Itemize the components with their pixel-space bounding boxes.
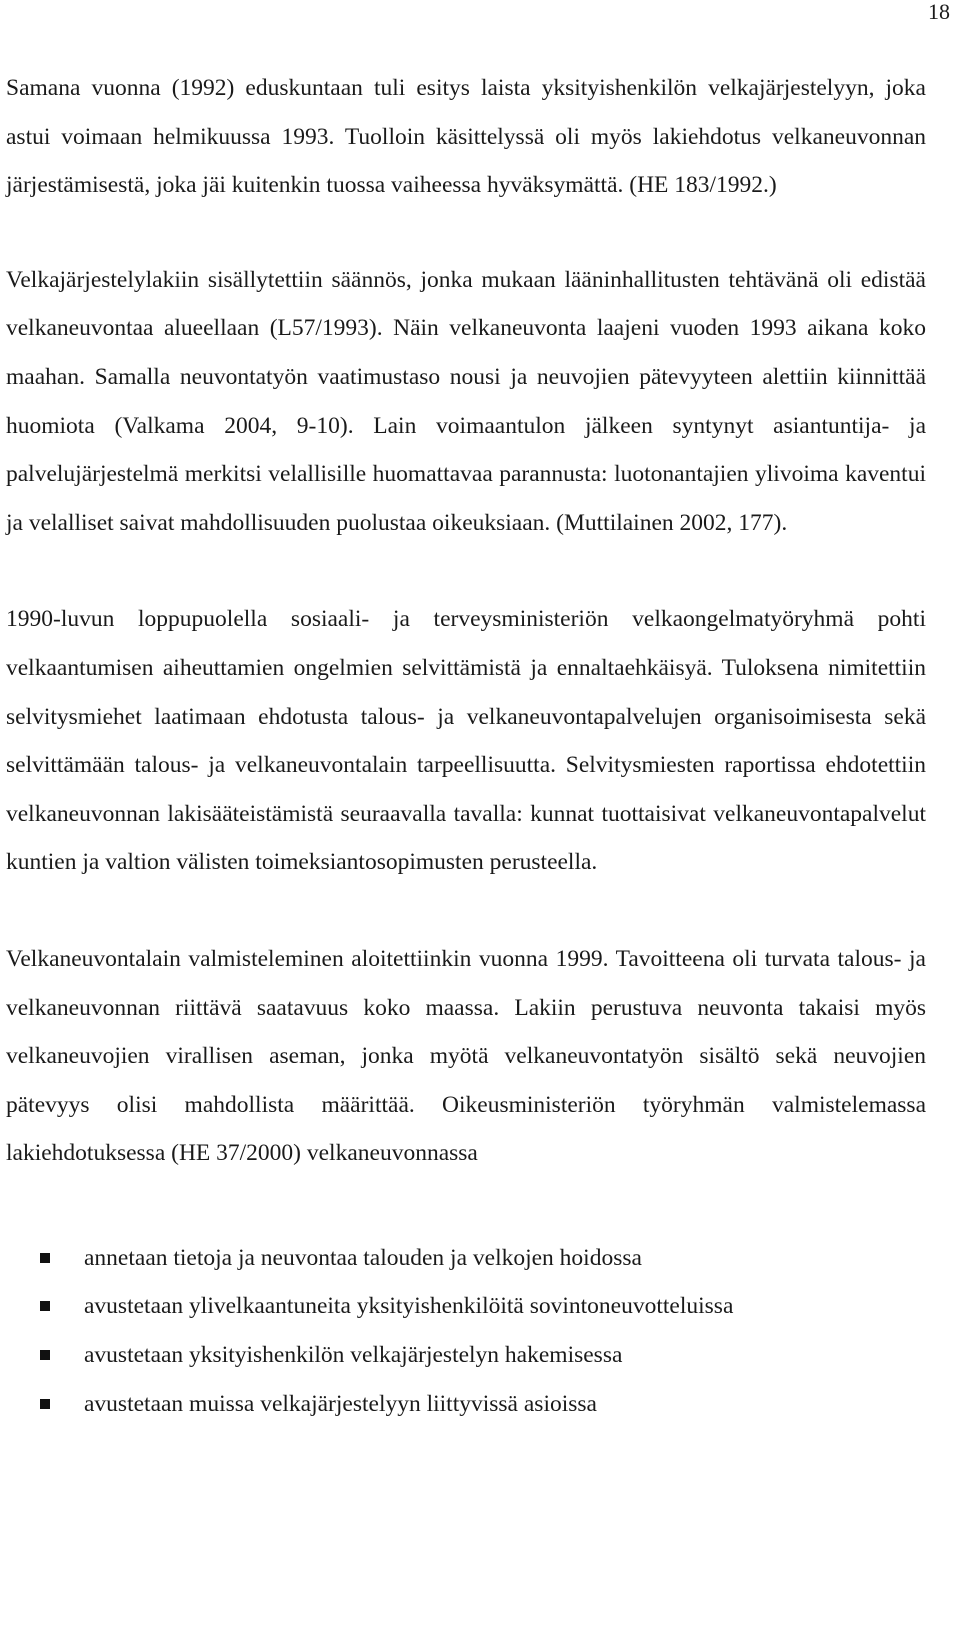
list-item	[6, 1331, 926, 1380]
list-item	[6, 1380, 926, 1429]
list-item-text: avustetaan ylivelkaantuneita yksityishenkilöitä sovintoneuvotteluissa	[84, 1293, 734, 1320]
square-bullet-icon	[40, 1399, 50, 1409]
list-item	[6, 1234, 926, 1283]
list-item-text: annetaan tietoja ja neuvontaa talouden ja velkojen hoidossa	[84, 1244, 642, 1271]
list-item-text: avustetaan yksityishenkilön velkajärjestelyn hakemisessa	[84, 1342, 623, 1369]
page-number: 18	[928, 0, 950, 24]
square-bullet-icon	[40, 1301, 50, 1311]
paragraph: Samana vuonna (1992) eduskuntaan tuli esitys laista yksityishenkilön velkajärjestelyyn, joka astui voimaan helmikuussa 1993. Tuolloin käsittelyssä oli myös lakiehdotus velkaneuvonnan järjestämisestä, joka jäi kuitenkin tuossa vaiheessa hyväksymättä. (HE 183/1992.)	[6, 75, 926, 199]
paragraph: Velkajärjestelylakiin sisällytettiin säännös, jonka mukaan lääninhallitusten tehtävänä oli edistää velkaneuvontaa alueellaan (L57/1993). Näin velkaneuvonta laajeni vuoden 1993 aikana koko maahan. Samalla neuvontatyön vaatimustaso nousi ja neuvojien pätevyyteen alettiin kiinnittää huomiota (Valkama 2004, 9-10). Lain voimaantulon jälkeen syntynyt asiantuntija- ja palvelujärjestelmä merkitsi velallisille huomattavaa parannusta: luotonantajien ylivoima kaventui ja velalliset saivat mahdollisuuden puolustaa oikeuksiaan. (Muttilainen 2002, 177).	[6, 266, 926, 536]
document-body	[6, 64, 926, 1428]
paragraph: 1990-luvun loppupuolella sosiaali- ja terveysministeriön velkaongelmatyöryhmä pohti velkaantumisen aiheuttamien ongelmien selvittämistä ja ennaltaehkäisyä. Tuloksena nimitettiin selvitysmiehet laatimaan ehdotusta talous- ja velkaneuvontapalvelujen organisoimisesta sekä selvittämään talous- ja velkaneuvontalain tarpeellisuutta. Selvitysmiesten raportissa ehdotettiin velkaneuvonnan lakisääteistämistä seuraavalla tavalla: kunnat tuottaisivat velkaneuvontapalvelut kuntien ja valtion välisten toimeksiantosopimusten perusteella.	[6, 606, 926, 876]
square-bullet-icon	[40, 1253, 50, 1263]
paragraph: Velkaneuvontalain valmisteleminen aloitettiinkin vuonna 1999. Tavoitteena oli turvata talous- ja velkaneuvonnan riittävä saatavuus koko maassa. Lakiin perustuva neuvonta takaisi myös velkaneuvojien virallisen aseman, jonka myötä velkaneuvontatyön sisältö sekä neuvojien pätevyys olisi mahdollista määrittää. Oikeusministeriön työryhmän valmistelemassa lakiehdotuksessa (HE 37/2000) velkaneuvonnassa	[6, 945, 926, 1167]
square-bullet-icon	[40, 1350, 50, 1360]
list-item-text: avustetaan muissa velkajärjestelyyn liittyvissä asioissa	[84, 1390, 597, 1417]
list-item	[6, 1282, 926, 1331]
bullet-list	[6, 1234, 926, 1428]
